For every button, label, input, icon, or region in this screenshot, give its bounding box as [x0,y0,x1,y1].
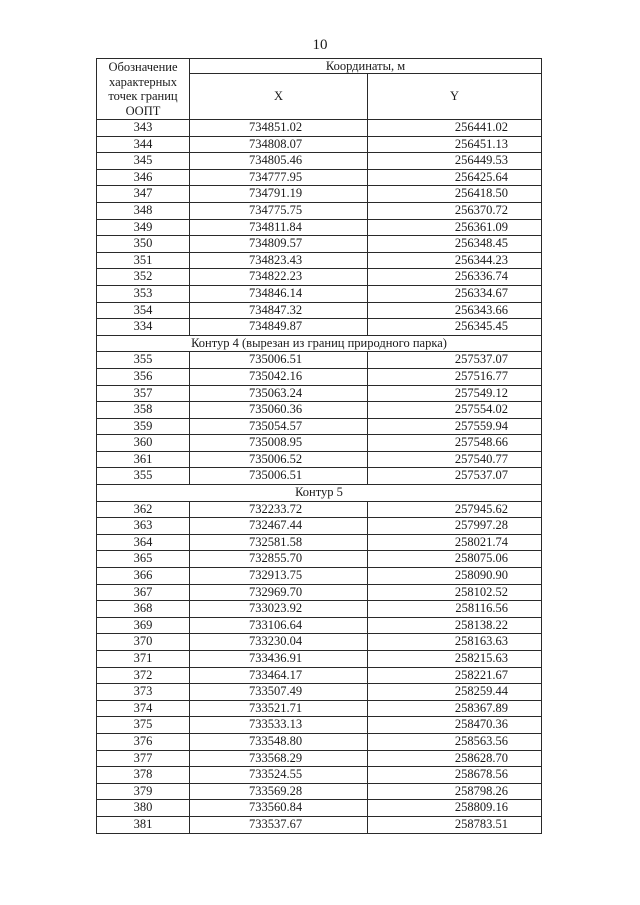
y-coordinate-cell: 256348.45 [368,236,542,253]
y-coordinate-cell: 258163.63 [368,634,542,651]
y-coordinate-cell: 257537.07 [368,352,542,369]
x-coordinate-cell: 733537.67 [190,816,368,833]
point-number-cell: 372 [97,667,190,684]
y-coordinate-cell: 258075.06 [368,551,542,568]
table-row [97,733,542,750]
point-number-cell: 379 [97,783,190,800]
x-coordinate-cell: 733548.80 [190,733,368,750]
y-coordinate-cell: 256345.45 [368,319,542,336]
y-coordinate-cell: 256418.50 [368,186,542,203]
y-coordinate-cell: 258563.56 [368,733,542,750]
table-row [97,169,542,186]
table-row [97,551,542,568]
y-coordinate-cell: 256361.09 [368,219,542,236]
table-row [97,368,542,385]
y-coordinate-cell: 256425.64 [368,169,542,186]
y-coordinate-cell: 258783.51 [368,816,542,833]
x-coordinate-cell: 732855.70 [190,551,368,568]
y-coordinate-cell: 258809.16 [368,800,542,817]
x-coordinate-cell: 735042.16 [190,368,368,385]
table-row [97,667,542,684]
point-number-cell: 357 [97,385,190,402]
x-coordinate-cell: 735006.52 [190,451,368,468]
x-coordinate-cell: 732969.70 [190,584,368,601]
table-row [97,136,542,153]
point-number-cell: 362 [97,501,190,518]
x-coordinate-cell: 734808.07 [190,136,368,153]
y-coordinate-cell: 257549.12 [368,385,542,402]
table-row [97,219,542,236]
table-row [97,568,542,585]
y-coordinate-cell: 258102.52 [368,584,542,601]
table-row [97,451,542,468]
point-number-cell: 356 [97,368,190,385]
y-coordinate-cell: 256344.23 [368,252,542,269]
y-coordinate-cell: 258678.56 [368,767,542,784]
x-coordinate-cell: 734823.43 [190,252,368,269]
y-coordinate-cell: 257997.28 [368,518,542,535]
table-row [97,302,542,319]
table-row [97,402,542,419]
point-number-cell: 344 [97,136,190,153]
y-coordinate-cell: 258138.22 [368,617,542,634]
y-coordinate-cell: 256334.67 [368,285,542,302]
point-number-cell: 346 [97,169,190,186]
point-number-cell: 360 [97,435,190,452]
table-row [97,269,542,286]
table-row [97,435,542,452]
table-row [97,285,542,302]
point-number-cell: 376 [97,733,190,750]
y-coordinate-cell: 258021.74 [368,534,542,551]
table-header [97,59,542,120]
x-coordinate-cell: 732581.58 [190,534,368,551]
y-coordinate-cell: 257945.62 [368,501,542,518]
y-coordinate-cell: 256441.02 [368,120,542,137]
point-number-cell: 350 [97,236,190,253]
y-coordinate-cell: 256451.13 [368,136,542,153]
x-coordinate-cell: 733023.92 [190,601,368,618]
x-coordinate-cell: 734809.57 [190,236,368,253]
table-row [97,319,542,336]
x-coordinate-cell: 733569.28 [190,783,368,800]
point-number-cell: 348 [97,202,190,219]
point-number-cell: 355 [97,352,190,369]
point-number-cell: 367 [97,584,190,601]
table-row [97,717,542,734]
point-designation-header: Обозначение характерных точек границ ООПТ [97,59,190,120]
x-coordinate-cell: 735060.36 [190,402,368,419]
x-coordinate-cell: 733524.55 [190,767,368,784]
y-coordinate-cell: 257559.94 [368,418,542,435]
x-coordinate-cell: 733106.64 [190,617,368,634]
x-coordinate-cell: 734847.32 [190,302,368,319]
coordinates-header: Координаты, м [190,59,542,74]
point-number-cell: 352 [97,269,190,286]
x-coordinate-cell: 734775.75 [190,202,368,219]
y-coordinate-cell: 258470.36 [368,717,542,734]
x-coordinate-cell: 733560.84 [190,800,368,817]
y-coordinate-cell: 258367.89 [368,700,542,717]
table-row [97,783,542,800]
y-coordinate-cell: 257516.77 [368,368,542,385]
x-coordinate-cell: 734851.02 [190,120,368,137]
point-number-cell: 353 [97,285,190,302]
table-row [97,584,542,601]
x-coordinate-cell: 734849.87 [190,319,368,336]
table-row [97,651,542,668]
y-coordinate-cell: 258259.44 [368,684,542,701]
x-coordinate-cell: 733230.04 [190,634,368,651]
table-row [97,601,542,618]
point-number-cell: 373 [97,684,190,701]
point-number-cell: 371 [97,651,190,668]
x-coordinate-cell: 734846.14 [190,285,368,302]
point-number-cell: 364 [97,534,190,551]
y-coordinate-cell: 257554.02 [368,402,542,419]
y-coordinate-cell: 256336.74 [368,269,542,286]
point-number-cell: 363 [97,518,190,535]
point-number-cell: 349 [97,219,190,236]
x-coordinate-cell: 735008.95 [190,435,368,452]
point-number-cell: 354 [97,302,190,319]
y-coordinate-cell: 257540.77 [368,451,542,468]
page-number: 10 [312,37,328,53]
x-coordinate-cell: 732233.72 [190,501,368,518]
point-number-cell: 368 [97,601,190,618]
point-number-cell: 377 [97,750,190,767]
x-coordinate-cell: 732913.75 [190,568,368,585]
x-coordinate-cell: 735006.51 [190,468,368,485]
y-coordinate-cell: 258628.70 [368,750,542,767]
point-number-cell: 343 [97,120,190,137]
point-number-cell: 380 [97,800,190,817]
table-body [97,120,542,834]
table-row [97,418,542,435]
x-header: X [190,74,368,120]
table-row [97,153,542,170]
x-coordinate-cell: 734777.95 [190,169,368,186]
table-row [97,617,542,634]
table-row [97,700,542,717]
table-row [97,252,542,269]
table-row [97,750,542,767]
table-row [97,352,542,369]
table-row [97,634,542,651]
contour-label: Контур 5 [97,485,542,502]
y-coordinate-cell: 256449.53 [368,153,542,170]
y-coordinate-cell: 258090.90 [368,568,542,585]
x-coordinate-cell: 733533.13 [190,717,368,734]
x-coordinate-cell: 733568.29 [190,750,368,767]
point-number-cell: 378 [97,767,190,784]
point-number-cell: 359 [97,418,190,435]
contour-label: Контур 4 (вырезан из границ природного парка) [97,335,542,352]
y-coordinate-cell: 257548.66 [368,435,542,452]
y-header: Y [368,74,542,120]
table-row [97,202,542,219]
point-number-cell: 351 [97,252,190,269]
table-row [97,501,542,518]
table-row [97,767,542,784]
point-number-cell: 345 [97,153,190,170]
x-coordinate-cell: 735063.24 [190,385,368,402]
x-coordinate-cell: 735054.57 [190,418,368,435]
table-row [97,534,542,551]
table-row [97,518,542,535]
x-coordinate-cell: 733464.17 [190,667,368,684]
point-number-cell: 334 [97,319,190,336]
y-coordinate-cell: 256343.66 [368,302,542,319]
x-coordinate-cell: 733507.49 [190,684,368,701]
table-row [97,684,542,701]
point-number-cell: 375 [97,717,190,734]
point-number-cell: 358 [97,402,190,419]
x-coordinate-cell: 734805.46 [190,153,368,170]
contour-row [97,335,542,352]
table-row [97,800,542,817]
y-coordinate-cell: 258215.63 [368,651,542,668]
table-row [97,468,542,485]
y-coordinate-cell: 258116.56 [368,601,542,618]
point-number-cell: 355 [97,468,190,485]
y-coordinate-cell: 256370.72 [368,202,542,219]
x-coordinate-cell: 734791.19 [190,186,368,203]
x-coordinate-cell: 734822.23 [190,269,368,286]
table-row [97,236,542,253]
y-coordinate-cell: 258221.67 [368,667,542,684]
table-row [97,385,542,402]
table-row [97,186,542,203]
point-number-cell: 347 [97,186,190,203]
x-coordinate-cell: 735006.51 [190,352,368,369]
point-number-cell: 361 [97,451,190,468]
table-row [97,120,542,137]
point-number-cell: 369 [97,617,190,634]
coordinates-table [96,58,542,834]
contour-row [97,485,542,502]
x-coordinate-cell: 733436.91 [190,651,368,668]
x-coordinate-cell: 733521.71 [190,700,368,717]
y-coordinate-cell: 257537.07 [368,468,542,485]
point-number-cell: 366 [97,568,190,585]
x-coordinate-cell: 734811.84 [190,219,368,236]
point-number-cell: 365 [97,551,190,568]
point-number-cell: 381 [97,816,190,833]
y-coordinate-cell: 258798.26 [368,783,542,800]
table-row [97,816,542,833]
point-number-cell: 370 [97,634,190,651]
point-number-cell: 374 [97,700,190,717]
x-coordinate-cell: 732467.44 [190,518,368,535]
